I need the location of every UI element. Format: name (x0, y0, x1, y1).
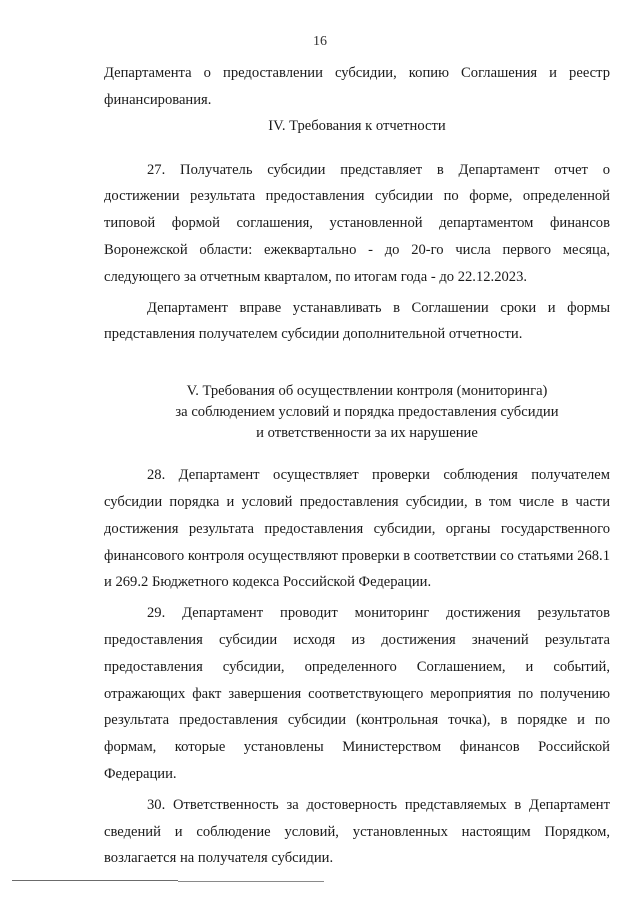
section-v-title (104, 381, 610, 444)
paragraph-29: 29. Департамент проводит мониторинг достижения результатов предоставления субсидии исходя из достижения значений результата предоставления субсидии, определенного Соглашением, и событий, отражающих факт завершения соответствующего мероприятия по получению результата предоставления субсидии (контрольная точка), в порядке и по формам, которые установлены Министерством финансов Российской Федерации. (104, 605, 610, 782)
footer-rule-left (12, 880, 178, 881)
paragraph-27-addendum: Департамент вправе устанавливать в Соглашении сроки и формы представления получателем субсидии дополнительной отчетности. (104, 299, 610, 343)
page-number: 16 (313, 34, 327, 49)
paragraph-30: 30. Ответственность за достоверность представляемых в Департамент сведений и соблюдение условий, установленных настоящим Порядком, возлагается на получателя субсидии. (104, 796, 610, 867)
section-v-title-line-3: и ответственности за их нарушение (256, 425, 478, 442)
paragraph-28: 28. Департамент осуществляет проверки соблюдения получателем субсидии порядка и условий предоставления субсидии, в том числе в части достижения результата предоставления субсидии, органы государственного финансового контроля осуществляют проверки в соответствии со статьями 268.1 и 269.2 Бюджетного кодекса Российской Федерации. (104, 467, 610, 591)
section-iv-title: IV. Требования к отчетности (268, 117, 446, 134)
footer-rule-right (178, 881, 324, 882)
document-body (104, 60, 610, 872)
paragraph-continuation: Департамента о предоставлении субсидии, копию Соглашения и реестр финансирования. (104, 65, 610, 108)
section-v-title-line-1: V. Требования об осуществлении контроля (мониторинга) (186, 383, 548, 400)
section-v-title-line-2: за соблюдением условий и порядка предоставления субсидии (175, 404, 559, 421)
paragraph-27: 27. Получатель субсидии представляет в Департамент отчет о достижении результата предоставления субсидии по форме, определенной типовой формой соглашения, установленной департаментом финансов Воронежской области: ежеквартально - до 20-го числа первого месяца, следующего за отчетным кварталом, по итогам года - до 22.12.2023. (104, 161, 610, 285)
